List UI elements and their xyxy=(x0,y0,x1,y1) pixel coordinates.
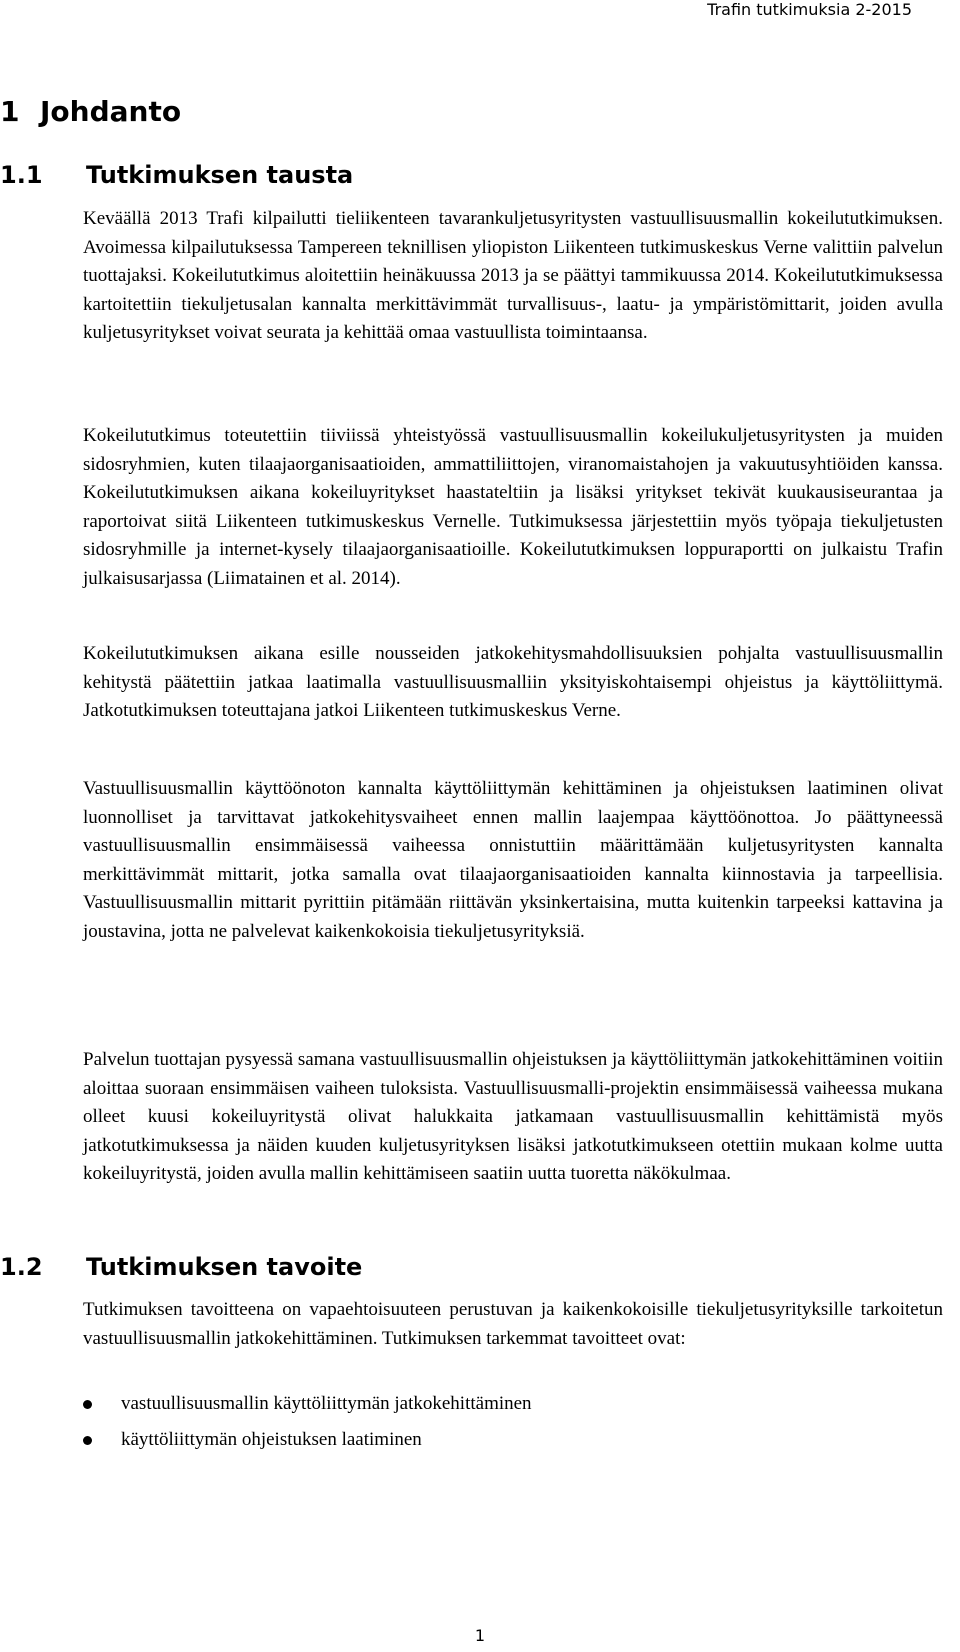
list-item xyxy=(83,1386,943,1422)
objectives-list xyxy=(83,1386,943,1458)
page-number: 1 xyxy=(474,1626,486,1645)
paragraph-4: Vastuullisuusmallin käyttöönoton kannalta käyttöliittymän kehittäminen ja ohjeistuksen laatiminen olivat luonnolliset ja tarvittavat jatkokehitysvaiheet ennen mallin laajempaa käyttöönottoa. Jo päättyneessä vastuullisuusmallin ensimmäisessä vaiheessa onnistuttiin määrittämään kuljetusyritysten kannalta merkittävimmät mittarit, jotka samalla ovat tilaajaorganisaatioiden kannalta kiinnostavia ja tarpeellisia. Vastuullisuusmallin mittarit pyrittiin pitämään riittävän yksinkertaisina, mutta kuitenkin tarpeeksi kattavina ja joustavina, jotta ne palvelevat kaikenkokoisia tiekuljetusyrityksiä. xyxy=(83,778,943,942)
list-item-text: käyttöliittymän ohjeistuksen laatiminen xyxy=(121,1429,422,1450)
section-number: 1.1 xyxy=(0,161,43,189)
running-header: Trafin tutkimuksia 2-2015 xyxy=(707,0,912,19)
list-item-text: vastuullisuusmallin käyttöliittymän jatkokehittäminen xyxy=(121,1393,532,1414)
list-item xyxy=(83,1422,943,1458)
paragraph-1: Keväällä 2013 Trafi kilpailutti tieliikenteen tavarankuljetusyritysten vastuullisuusmallin kokeilututkimuksen. Avoimessa kilpailutuksessa Tampereen teknillisen yliopiston Liikenteen tutkimuskeskus Verne valittiin palvelun tuottajaksi. Kokeilututkimus aloitettiin heinäkuussa 2013 ja se päättyi tammikuussa 2014. Kokeilututkimuksessa kartoitettiin tiekuljetusalan kannalta merkittävimmät turvallisuus-, laatu- ja ympäristömittarit, joiden avulla kuljetusyritykset voivat seurata ja kehittää omaa vastuullista toimintaansa. xyxy=(83,208,943,343)
section-heading-1-1 xyxy=(0,160,353,190)
section-heading-1-2 xyxy=(0,1252,362,1282)
bullet-icon xyxy=(83,1436,92,1445)
chapter-title: Johdanto xyxy=(40,95,182,128)
bullet-icon xyxy=(83,1400,92,1409)
paragraph-6: Tutkimuksen tavoitteena on vapaehtoisuuteen perustuvan ja kaikenkokoisille tiekuljetusyrityksille tarkoitetun vastuullisuusmallin jatkokehittäminen. Tutkimuksen tarkemmat tavoitteet ovat: xyxy=(83,1299,943,1349)
chapter-number: 1 xyxy=(0,95,20,128)
paragraph-5: Palvelun tuottajan pysyessä samana vastuullisuusmallin ohjeistuksen ja käyttöliittymän jatkokehittäminen voitiin aloittaa suoraan ensimmäisen vaiheen tuloksista. Vastuullisuusmalli-projektin ensimmäisessä vaiheessa mukana olleet kuusi kokeiluyritystä olivat halukkaita jatkamaan vastuullisuusmallin kehittämistä myös jatkotutkimuksessa ja näiden kuuden kuljetusyrityksen lisäksi jatkotutkimukseen otettiin mukaan kolme uutta kokeiluyritystä, joiden avulla mallin kehittämiseen saatiin uutta tuoretta näkökulmaa. xyxy=(83,1049,943,1184)
paragraph-3: Kokeilututkimuksen aikana esille nousseiden jatkokehitysmahdollisuuksien pohjalta vastuullisuusmallin kehitystä päätettiin jatkaa laatimalla vastuullisuusmalliin yksityiskohtaisempi ohjeistus ja käyttöliittymä. Jatkotutkimuksen toteuttajana jatkoi Liikenteen tutkimuskeskus Verne. xyxy=(83,643,943,721)
section-title: Tutkimuksen tausta xyxy=(86,161,354,189)
section-number: 1.2 xyxy=(0,1253,43,1281)
paragraph-2: Kokeilututkimus toteutettiin tiiviissä yhteistyössä vastuullisuusmallin kokeilukuljetusyritysten ja muiden sidosryhmien, kuten tilaajaorganisaatioiden, ammattiliittojen, viranomaistahojen ja vakuutusyhtiöiden kanssa. Kokeilututkimuksen aikana kokeiluyritykset haastateltiin ja lisäksi yritykset tekivät kuukausiseurantaa ja raportoivat siitä Liikenteen tutkimuskeskus Vernelle. Tutkimuksessa järjestettiin myös työpaja tiekuljetusten sidosryhmille ja internet-kysely tilaajaorganisaatioille. Kokeilututkimuksen loppuraportti on julkaistu Trafin julkaisusarjassa (Liimatainen et al. 2014). xyxy=(83,425,943,589)
chapter-heading xyxy=(0,94,181,130)
section-title: Tutkimuksen tavoite xyxy=(86,1253,363,1281)
